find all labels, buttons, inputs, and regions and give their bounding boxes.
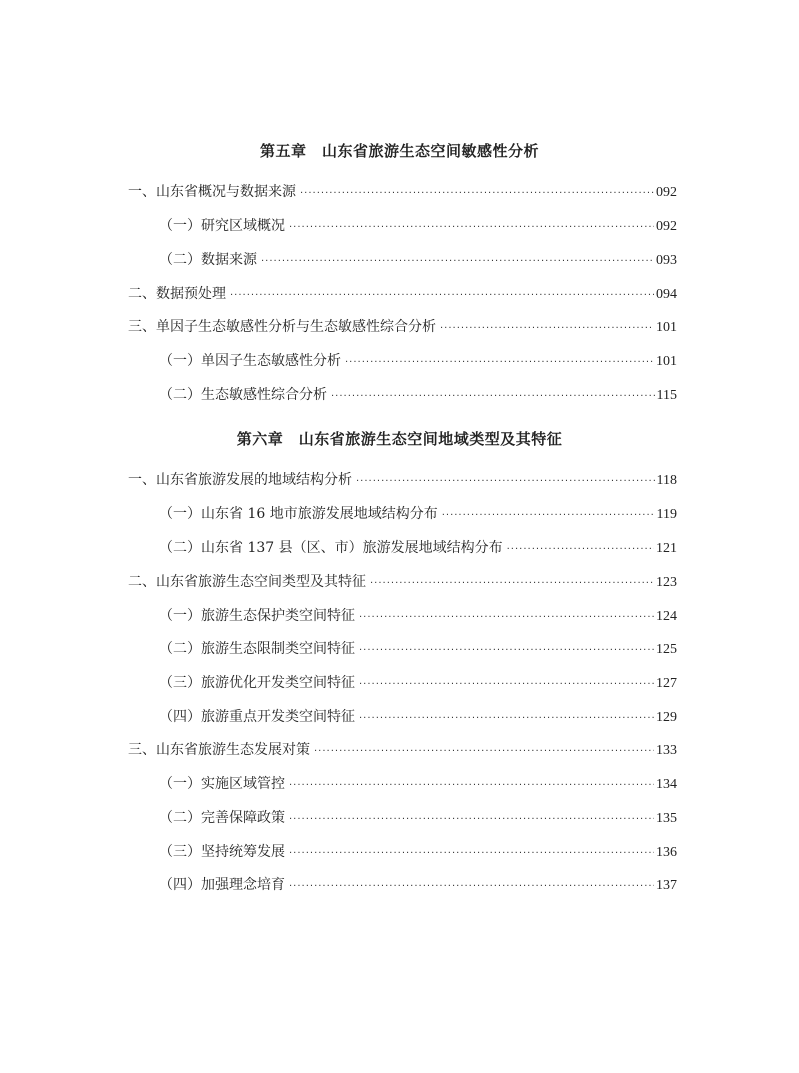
toc-entry-page: 119 (656, 507, 677, 522)
toc-entry-page: 129 (656, 710, 677, 725)
toc-entry-title: 三、单因子生态敏感性分析与生态敏感性综合分析 (128, 319, 436, 335)
dot-leader (359, 708, 654, 730)
dot-leader (440, 318, 654, 340)
dot-leader (289, 876, 654, 898)
dot-leader (289, 843, 654, 865)
toc-entry-title: 一、山东省概况与数据来源 (128, 184, 296, 200)
toc-entry-page: 115 (656, 388, 677, 403)
toc-entry-page: 124 (656, 609, 677, 624)
toc-entry[interactable] (159, 841, 677, 863)
toc-entry-title: （二）生态敏感性综合分析 (159, 387, 327, 403)
dot-leader (230, 285, 654, 307)
dot-leader (289, 809, 654, 831)
toc-entry-title: 二、山东省旅游生态空间类型及其特征 (128, 574, 366, 590)
chapter-five-heading: 第五章 山东省旅游生态空间敏感性分析 (259, 142, 539, 160)
dot-leader (359, 640, 654, 662)
toc-entry-title: （二）山东省 137 县（区、市）旅游发展地域结构分布 (159, 540, 503, 556)
toc-entry-title: 二、数据预处理 (128, 286, 226, 302)
toc-entry-page: 135 (656, 811, 677, 826)
toc-entry-title: （三）旅游优化开发类空间特征 (159, 675, 355, 691)
dot-leader (370, 573, 654, 595)
toc-entry[interactable] (159, 350, 677, 372)
toc-entry-page: 127 (656, 676, 677, 691)
toc-entry-page: 092 (656, 185, 677, 200)
toc-entry-title: （一）旅游生态保护类空间特征 (159, 608, 355, 624)
toc-entry[interactable] (128, 739, 677, 761)
dot-leader (345, 352, 654, 374)
dot-leader (300, 183, 654, 205)
toc-entry[interactable] (159, 537, 677, 559)
toc-entry-page: 136 (656, 845, 677, 860)
dot-leader (359, 674, 654, 696)
toc-entry[interactable] (159, 249, 677, 271)
toc-entry-page: 121 (656, 541, 677, 556)
dot-leader (289, 217, 654, 239)
toc-entry-page: 101 (656, 354, 677, 369)
toc-entry[interactable] (159, 773, 677, 795)
toc-entry-page: 125 (656, 642, 677, 657)
toc-entry-title: （一）单因子生态敏感性分析 (159, 353, 341, 369)
dot-leader (289, 775, 654, 797)
toc-entry[interactable] (128, 283, 677, 305)
dot-leader (331, 386, 655, 408)
toc-entry-title: （四）加强理念培育 (159, 877, 285, 893)
dot-leader (261, 251, 654, 273)
toc-entry[interactable] (159, 215, 677, 237)
toc-entry[interactable] (159, 605, 677, 627)
toc-entry-title: （二）旅游生态限制类空间特征 (159, 641, 355, 657)
toc-entry-page: 137 (656, 878, 677, 893)
chapter-six-heading: 第六章 山东省旅游生态空间地域类型及其特征 (236, 430, 563, 448)
toc-entry[interactable] (128, 316, 677, 338)
toc-entry-page: 118 (656, 473, 677, 488)
toc-entry[interactable] (128, 571, 677, 593)
toc-entry-page: 123 (656, 575, 677, 590)
toc-entry[interactable] (128, 469, 677, 491)
toc-entry-title: （三）坚持统筹发展 (159, 844, 285, 860)
dot-leader (442, 505, 655, 527)
toc-entry-title: （二）完善保障政策 (159, 810, 285, 826)
toc-entry-title: （一）山东省 16 地市旅游发展地域结构分布 (159, 506, 438, 522)
toc-entry-title: （一）研究区域概况 (159, 218, 285, 234)
toc-entry-page: 133 (656, 743, 677, 758)
toc-entry[interactable] (159, 638, 677, 660)
toc-entry-page: 092 (656, 219, 677, 234)
dot-leader (356, 471, 655, 493)
toc-entry[interactable] (159, 384, 677, 406)
dot-leader (314, 741, 654, 763)
toc-entry[interactable] (159, 807, 677, 829)
toc-entry[interactable] (159, 672, 677, 694)
toc-entry-title: 三、山东省旅游生态发展对策 (128, 742, 310, 758)
toc-entry-page: 101 (656, 320, 677, 335)
toc-entry[interactable] (159, 706, 677, 728)
toc-entry-title: （二）数据来源 (159, 252, 257, 268)
toc-entry-title: （一）实施区域管控 (159, 776, 285, 792)
dot-leader (359, 607, 654, 629)
toc-entry-title: 一、山东省旅游发展的地域结构分析 (128, 472, 352, 488)
toc-entry[interactable] (159, 874, 677, 896)
toc-entry[interactable] (128, 181, 677, 203)
toc-entry[interactable] (159, 503, 677, 525)
toc-entry-page: 134 (656, 777, 677, 792)
toc-entry-page: 093 (656, 253, 677, 268)
dot-leader (507, 539, 654, 561)
toc-entry-page: 094 (656, 287, 677, 302)
toc-entry-title: （四）旅游重点开发类空间特征 (159, 709, 355, 725)
